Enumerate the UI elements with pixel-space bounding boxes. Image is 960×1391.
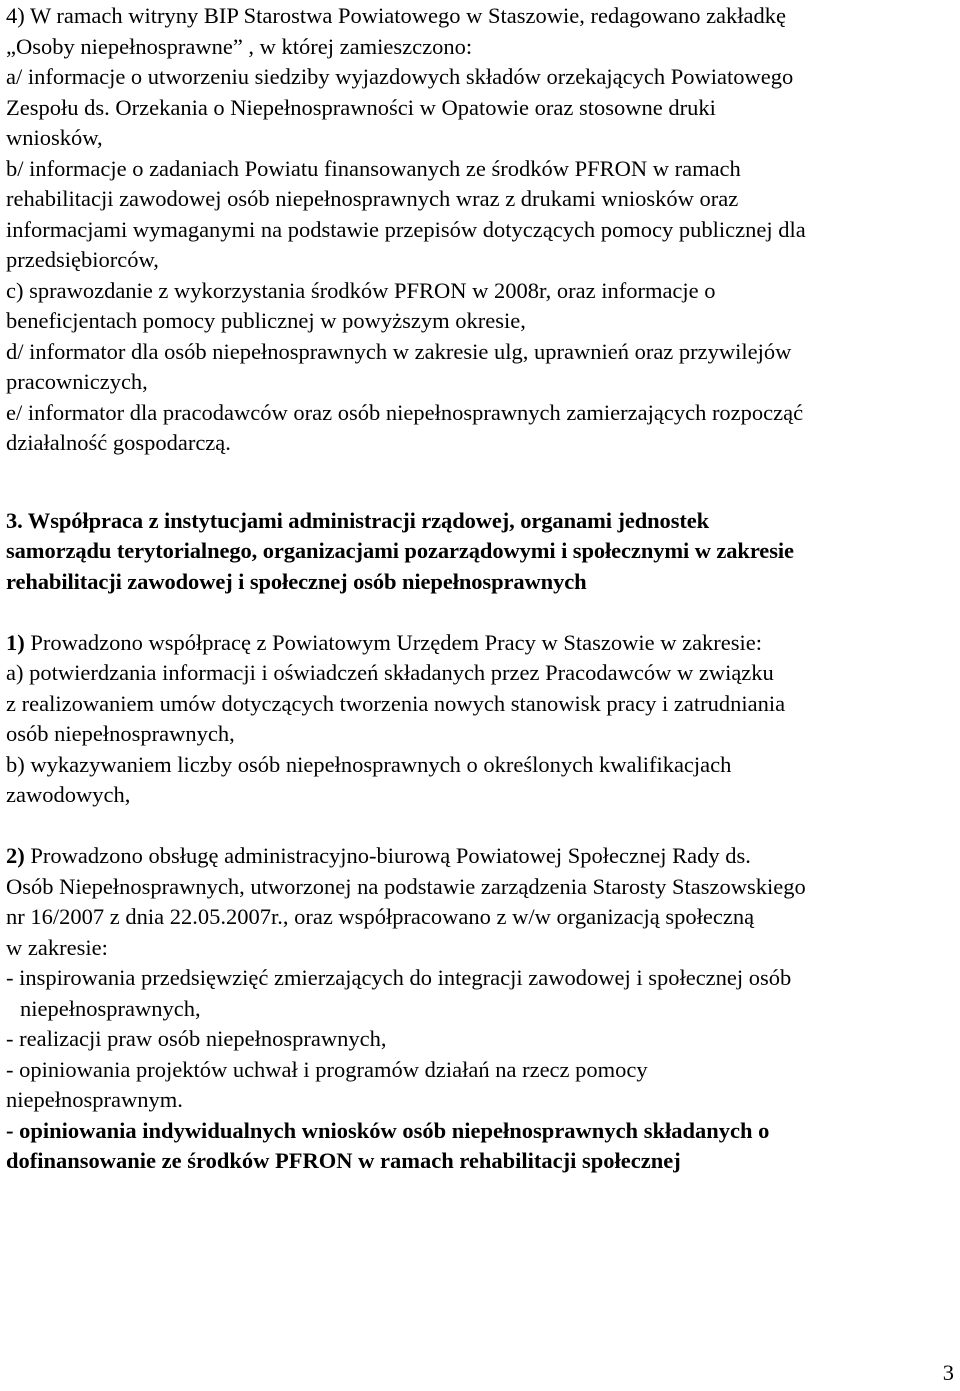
text-line: niepełnosprawnych, bbox=[20, 995, 201, 1021]
text-line: a) potwierdzania informacji i oświadczeń składanych przez Pracodawców w związku bbox=[6, 660, 774, 685]
text-line: „Osoby niepełnosprawne” , w której zamieszczono: bbox=[6, 33, 473, 59]
heading-line: rehabilitacji zawodowej i społecznej osób niepełnosprawnych bbox=[6, 568, 587, 594]
spacer bbox=[6, 459, 958, 506]
page-number: 3 bbox=[942, 1360, 954, 1385]
text-line: nr 16/2007 z dnia 22.05.2007r., oraz współpracowano z w/w organizacją społeczną bbox=[6, 904, 755, 929]
text-line: beneficjentach pomocy publicznej w powyższym okresie, bbox=[6, 308, 526, 333]
text-line: wniosków, bbox=[6, 125, 103, 150]
document-page bbox=[6, 1, 958, 1177]
text-line: e/ informator dla pracodawców oraz osób niepełnosprawnych zamierzających rozpocząć bbox=[6, 399, 804, 425]
heading-line: 3. Współpraca z instytucjami administracji rządowej, organami jednostek bbox=[6, 507, 710, 533]
text-line: niepełnosprawnym. bbox=[6, 1087, 183, 1112]
item-1-paragraph bbox=[6, 628, 958, 811]
item-2-paragraph bbox=[6, 841, 958, 1177]
text-line: pracowniczych, bbox=[6, 369, 148, 394]
text-line: przedsiębiorców, bbox=[6, 247, 159, 272]
text-line: informacjami wymaganymi na podstawie przepisów dotyczących pomocy publicznej dla bbox=[6, 216, 806, 242]
bold-text-line: dofinansowanie ze środków PFRON w ramach rehabilitacji społecznej bbox=[6, 1148, 681, 1173]
text-line: b/ informacje o zadaniach Powiatu finansowanych ze środków PFRON w ramach bbox=[6, 155, 741, 181]
text-line: d/ informator dla osób niepełnosprawnych w zakresie ulg, uprawnień oraz przywilejów bbox=[6, 338, 792, 364]
text-line: z realizowaniem umów dotyczących tworzenia nowych stanowisk pracy i zatrudniania bbox=[6, 690, 786, 716]
text-line: 4) W ramach witryny BIP Starostwa Powiatowego w Staszowie, redagowano zakładkę bbox=[6, 3, 787, 28]
text-line: osób niepełnosprawnych, bbox=[6, 721, 235, 746]
text-line: c) sprawozdanie z wykorzystania środków PFRON w 2008r, oraz informacje o bbox=[6, 277, 716, 303]
item-number: 1) bbox=[6, 629, 25, 655]
text-line: w zakresie: bbox=[6, 934, 108, 960]
spacer bbox=[6, 597, 958, 628]
text-line: - realizacji praw osób niepełnosprawnych, bbox=[6, 1026, 387, 1051]
section-4-paragraph bbox=[6, 1, 958, 459]
spacer bbox=[6, 811, 958, 842]
text-line: b) wykazywaniem liczby osób niepełnosprawnych o określonych kwalifikacjach bbox=[6, 751, 732, 777]
text-line: Osób Niepełnosprawnych, utworzonej na podstawie zarządzenia Starosty Staszowskiego bbox=[6, 873, 806, 899]
text-run: Prowadzono współpracę z Powiatowym Urzędem Pracy w Staszowie w zakresie: bbox=[24, 629, 763, 655]
bold-text-line: - opiniowania indywidualnych wniosków osób niepełnosprawnych składanych o bbox=[6, 1117, 770, 1143]
heading-line: samorządu terytorialnego, organizacjami pozarządowymi i społecznymi w zakresie bbox=[6, 538, 794, 563]
item-number: 2) bbox=[6, 843, 25, 868]
item-2-first-line bbox=[6, 841, 958, 872]
item-1-first-line bbox=[6, 628, 958, 659]
section-3-heading bbox=[6, 506, 958, 598]
text-line: działalność gospodarczą. bbox=[6, 430, 231, 455]
text-line: - opiniowania projektów uchwał i programów działań na rzecz pomocy bbox=[6, 1056, 648, 1082]
text-line: Zespołu ds. Orzekania o Niepełnosprawności w Opatowie oraz stosowne druki bbox=[6, 94, 716, 120]
text-line: zawodowych, bbox=[6, 782, 131, 807]
text-line: - inspirowania przedsięwzięć zmierzających do integracji zawodowej i społecznej osób bbox=[6, 965, 792, 990]
text-line: a/ informacje o utworzeniu siedziby wyjazdowych składów orzekających Powiatowego bbox=[6, 64, 794, 89]
text-line: rehabilitacji zawodowej osób niepełnosprawnych wraz z drukami wniosków oraz bbox=[6, 186, 739, 211]
text-run: Prowadzono obsługę administracyjno-biurową Powiatowej Społecznej Rady ds. bbox=[24, 843, 751, 868]
